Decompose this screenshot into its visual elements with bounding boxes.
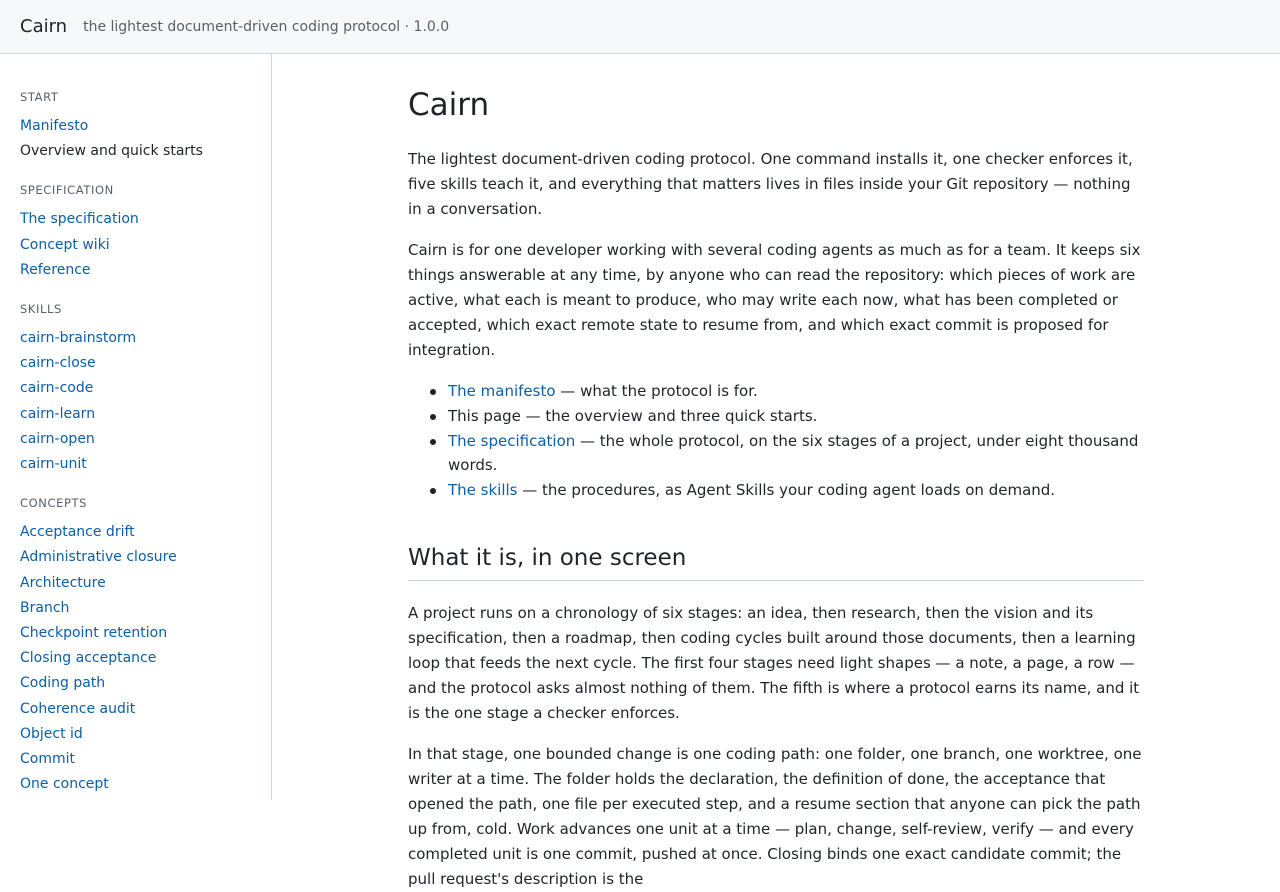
sidebar-item-overview-and-quick-starts[interactable]: Overview and quick starts (20, 143, 203, 160)
sidebar-item-concept-wiki[interactable]: Concept wiki (20, 236, 110, 253)
nav-section-concepts (20, 496, 271, 797)
doc-link[interactable]: The specification (448, 431, 576, 450)
sidebar-item-checkpoint-retention[interactable]: Checkpoint retention (20, 625, 168, 642)
sidebar-item-reference[interactable]: Reference (20, 261, 91, 278)
sidebar-item-commit[interactable]: Commit (20, 751, 75, 768)
intro-paragraph-2: Cairn is for one developer working with several coding agents as much as for a team. It keeps six things answerable at any time, by anyone who can read the repository: which pieces of work are active, what each is meant to produce, who may write each now, what has been completed or accepted, which exact remote state to resume from, and which exact commit is proposed for integration. (408, 241, 1141, 359)
list-item-text: — the whole protocol, on the six stages of a project, under eight thousand words. (448, 431, 1139, 475)
body-paragraph-2: In that stage, one bounded change is one coding path: one folder, one branch, one worktree, one writer at a time. The folder holds the declaration, the definition of done, the acceptance that opened the path, one file per executed step, and a resume section that anyone can pick the path up from, cold. Work advances one unit at a time — plan, change, self-review, verify — and every completed unit is one commit, pushed at once. Closing binds one exact candidate commit; the pull request's description is the (408, 744, 1142, 888)
page-title: Cairn (408, 87, 490, 123)
site-brand[interactable]: Cairn (20, 16, 68, 37)
nav-section-skills (20, 302, 271, 477)
sidebar-item-the-specification[interactable]: The specification (20, 211, 139, 228)
sidebar-nav (0, 54, 272, 800)
sidebar-item-cairn-close[interactable]: cairn-close (20, 355, 96, 372)
nav-section-heading: START (20, 90, 59, 104)
body-paragraph-1: A project runs on a chronology of six stages: an idea, then research, then the vision and its specification, then a roadmap, then coding cycles built around those documents, then a learning loop that feeds the next cycle. The first four stages need light shapes — a note, a page, a row — and the protocol asks almost nothing of them. The fifth is where a protocol earns its name, and it is the one stage a checker enforces. (408, 603, 1140, 722)
site-tagline: the lightest document-driven coding protocol · 1.0.0 (83, 18, 450, 35)
doc-links-list (408, 379, 1144, 503)
sidebar-item-cairn-learn[interactable]: cairn-learn (20, 405, 96, 422)
doc-link[interactable]: The skills (448, 481, 518, 500)
nav-section-heading: SKILLS (20, 302, 62, 317)
sidebar-item-cairn-open[interactable]: cairn-open (20, 430, 95, 447)
sidebar-item-one-concept[interactable]: One concept (20, 776, 109, 793)
nav-section-specification (20, 183, 271, 283)
sidebar-item-acceptance-drift[interactable]: Acceptance drift (20, 524, 135, 541)
sidebar-item-closing-acceptance[interactable]: Closing acceptance (20, 650, 157, 667)
sidebar-item-object-id[interactable]: Object id (20, 725, 83, 742)
sidebar-item-manifesto[interactable]: Manifesto (20, 118, 89, 134)
sidebar-item-administrative-closure[interactable]: Administrative closure (20, 549, 177, 566)
list-item (408, 429, 1144, 479)
list-item-text: — what the protocol is for. (555, 382, 758, 400)
list-item (408, 478, 1144, 503)
top-bar (0, 0, 1280, 54)
sidebar-item-architecture[interactable]: Architecture (20, 574, 106, 591)
sidebar-item-cairn-brainstorm[interactable]: cairn-brainstorm (20, 330, 137, 347)
doc-link[interactable]: The manifesto (448, 382, 556, 400)
sidebar-item-cairn-unit[interactable]: cairn-unit (20, 456, 87, 473)
list-item-text: This page — the overview and three quick starts. (448, 406, 818, 425)
nav-section-heading: SPECIFICATION (20, 183, 114, 198)
list-item-text: — the procedures, as Agent Skills your coding agent loads on demand. (517, 481, 1056, 500)
nav-section-start (20, 90, 271, 164)
list-item (408, 379, 1144, 404)
sidebar-item-cairn-code[interactable]: cairn-code (20, 380, 94, 397)
nav-section-heading: CONCEPTS (20, 496, 88, 511)
sidebar-item-branch[interactable]: Branch (20, 599, 70, 616)
sidebar-item-coding-path[interactable]: Coding path (20, 675, 106, 692)
intro-paragraph-1: The lightest document-driven coding protocol. One command installs it, one checker enforces it, five skills teach it, and everything that matters lives in files inside your Git repository — nothing in a conversation. (408, 150, 1133, 218)
sidebar-item-coherence-audit[interactable]: Coherence audit (20, 700, 136, 717)
list-item (408, 404, 1144, 429)
section-heading: What it is, in one screen (408, 543, 1144, 581)
main-content (408, 54, 1144, 888)
